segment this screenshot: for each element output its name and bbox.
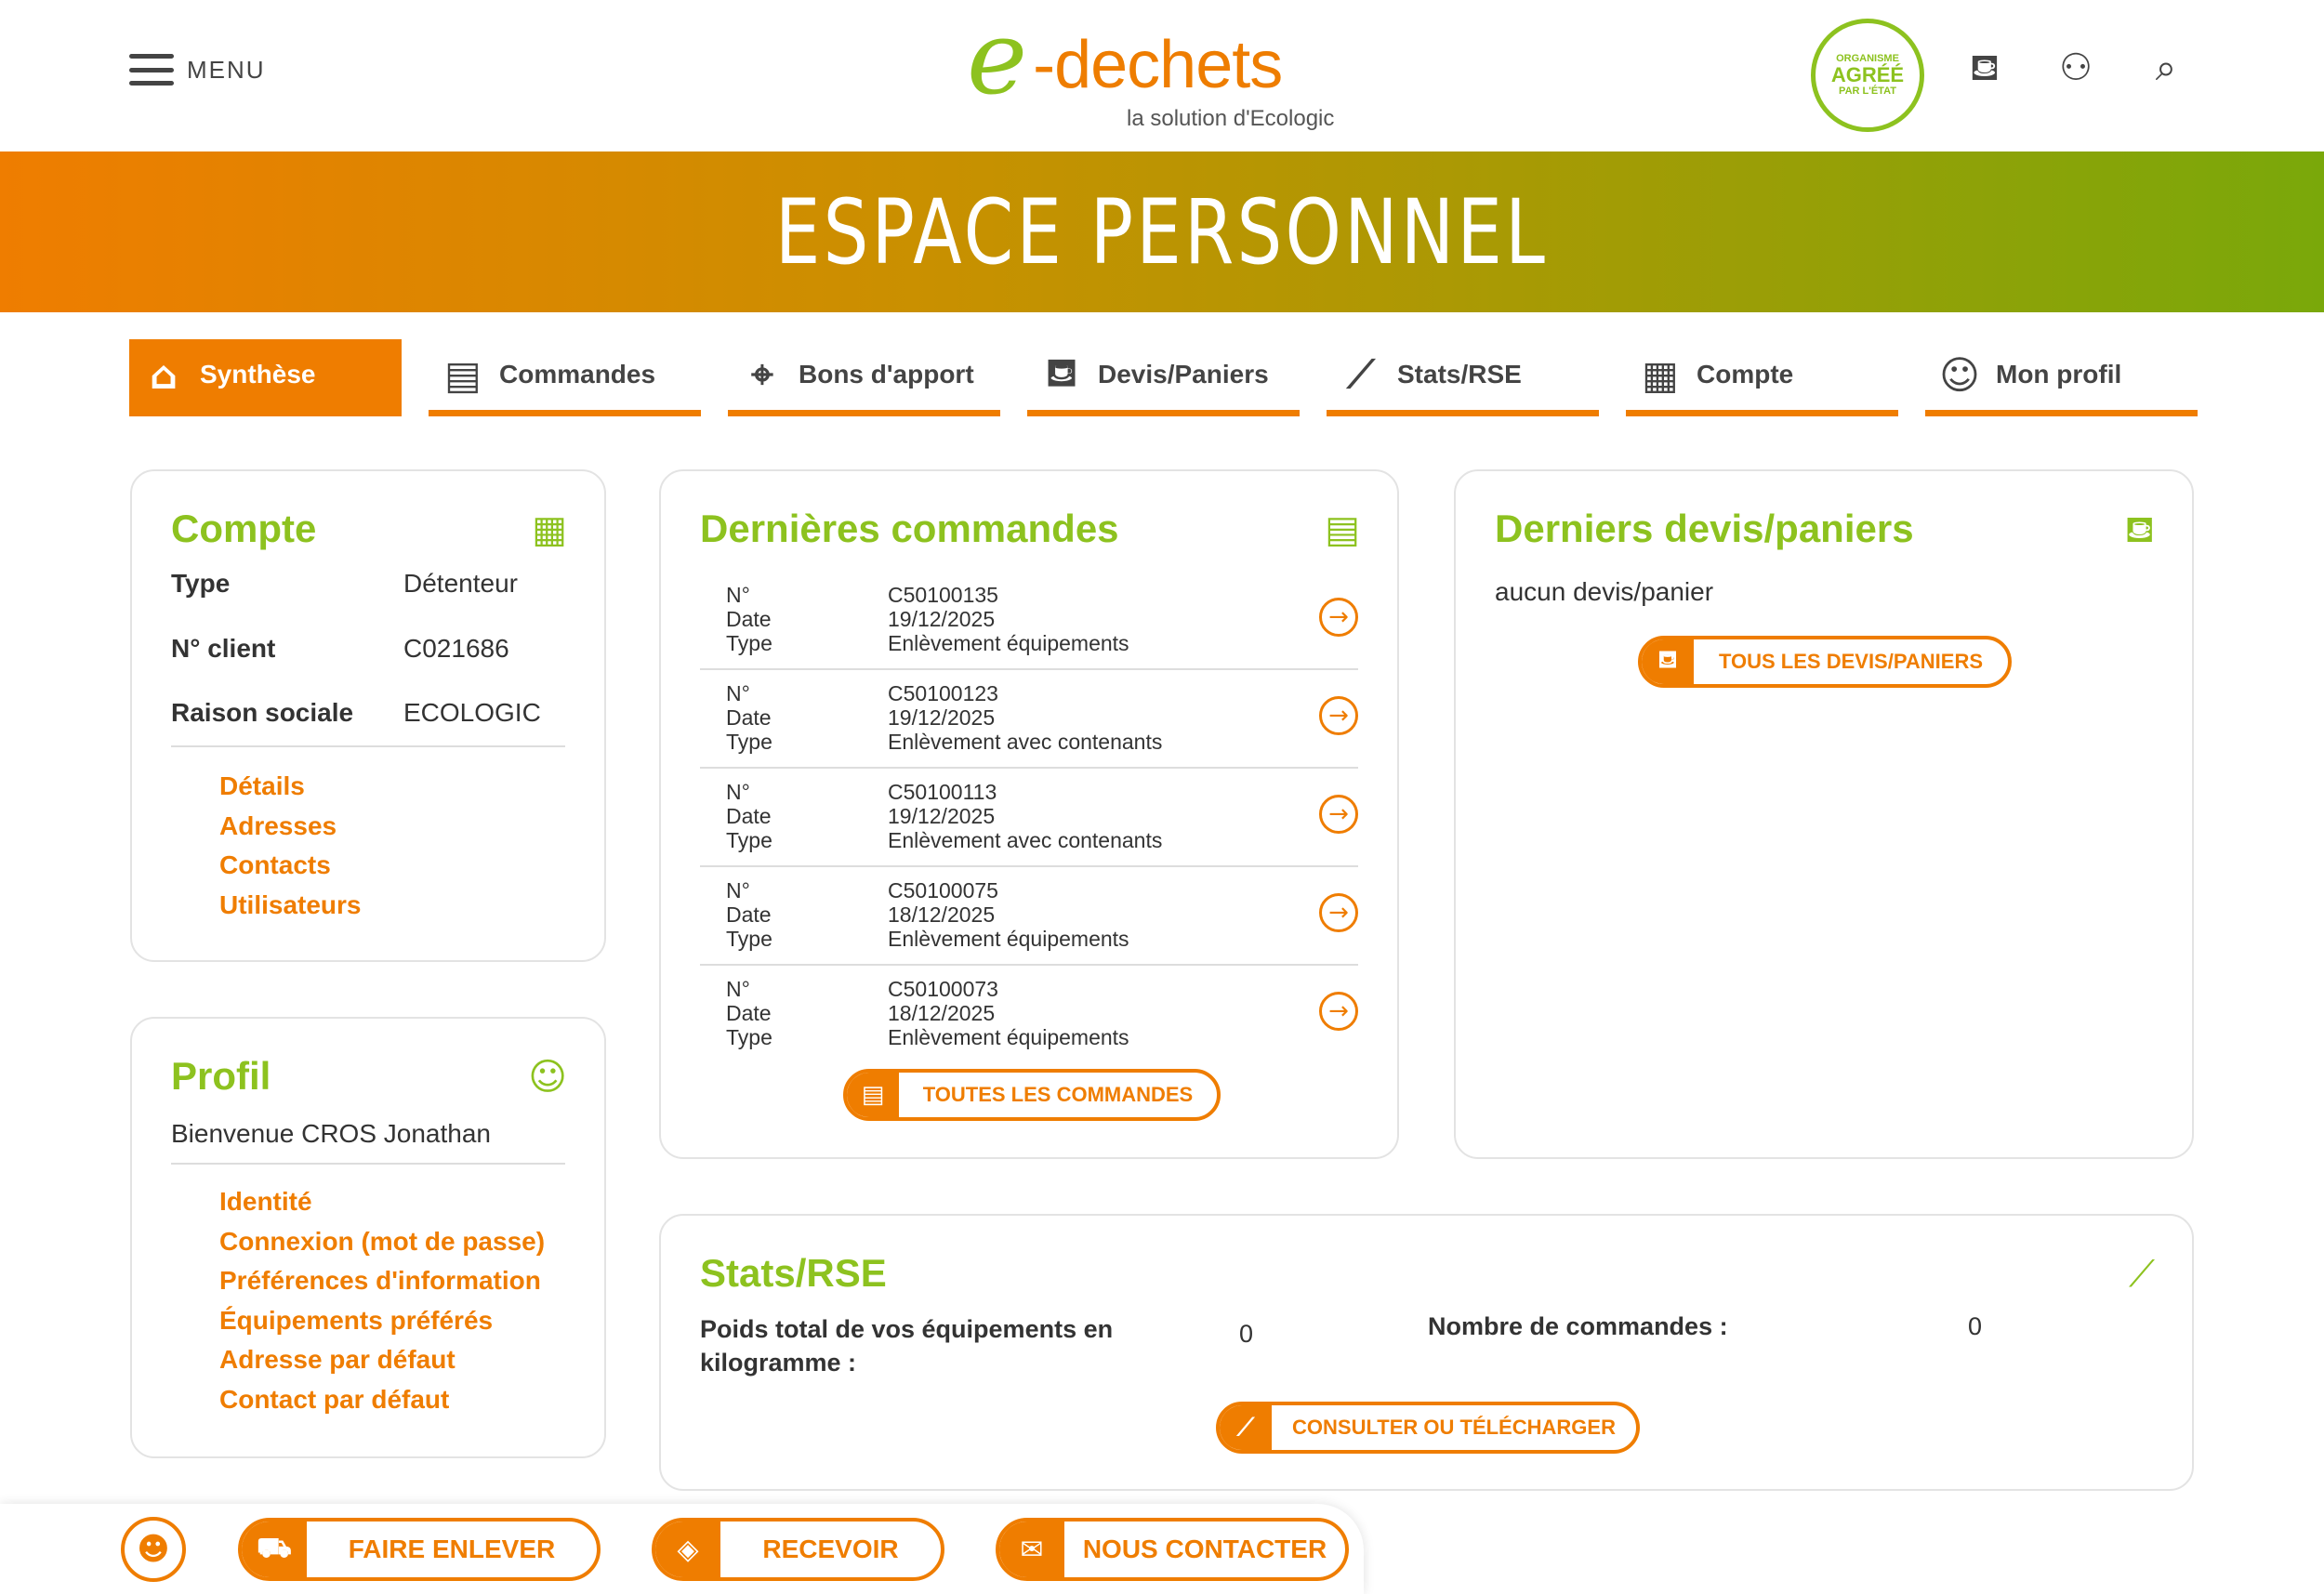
agree-badge xyxy=(1811,19,1924,132)
order-row xyxy=(700,769,1358,867)
bottom-action-bar xyxy=(0,1504,1364,1594)
profile-icon: ☺ xyxy=(528,1056,567,1099)
order-date: 19/12/2025 xyxy=(888,607,996,631)
card-title: Derniers devis/paniers xyxy=(1495,507,1914,550)
order-type: Enlèvement équipements xyxy=(888,1025,1129,1049)
tab-label: Commandes xyxy=(499,360,656,389)
commandes-card xyxy=(659,469,1399,1159)
menu-label: MENU xyxy=(187,55,266,84)
weight-value: 0 xyxy=(1239,1320,1254,1348)
basket-dropdown-icon[interactable]: ⛾ xyxy=(1969,46,2000,89)
row-value: Détenteur xyxy=(403,569,518,598)
receive-button[interactable] xyxy=(652,1518,944,1581)
label-date: Date xyxy=(726,607,772,631)
building-icon: ▦ xyxy=(1642,351,1679,398)
row-key: Type xyxy=(171,569,231,598)
badge-line: AGRÉÉ xyxy=(1830,63,1905,87)
basket-icon: ⛾ xyxy=(1045,349,1078,395)
label-type: Type xyxy=(726,828,772,852)
tab-commandes[interactable] xyxy=(429,339,701,416)
tab-synthese[interactable] xyxy=(129,339,402,416)
order-row xyxy=(700,966,1358,1064)
label-date: Date xyxy=(726,804,772,828)
order-labels xyxy=(726,977,772,1049)
user-dropdown-icon[interactable]: ⚇ xyxy=(2059,46,2093,89)
link-equipements[interactable]: Équipements préférés xyxy=(219,1305,494,1335)
order-date: 19/12/2025 xyxy=(888,705,996,730)
row-key: N° client xyxy=(171,634,276,663)
divider xyxy=(171,745,565,747)
document-icon: ▤ xyxy=(444,351,482,398)
contact-button[interactable] xyxy=(996,1518,1349,1581)
order-labels xyxy=(726,780,772,852)
orders-count-label: Nombre de commandes : xyxy=(1428,1312,1728,1340)
tab-label: Compte xyxy=(1697,360,1794,389)
truck-icon: ⛟ xyxy=(242,1522,307,1577)
label-num: N° xyxy=(726,681,750,705)
order-date: 19/12/2025 xyxy=(888,804,996,828)
empty-text: aucun devis/panier xyxy=(1495,577,1714,606)
arrow-right-icon[interactable]: → xyxy=(1319,598,1358,637)
label-type: Type xyxy=(726,1025,772,1049)
tab-stats-rse[interactable] xyxy=(1327,339,1599,416)
link-adresse-defaut[interactable]: Adresse par défaut xyxy=(219,1345,456,1374)
page-title: ESPACE PERSONNEL xyxy=(775,179,1549,284)
header xyxy=(0,0,2324,151)
order-type: Enlèvement avec contenants xyxy=(888,828,1163,852)
tab-bar xyxy=(129,339,2198,416)
order-number: C50100075 xyxy=(888,878,998,902)
order-type: Enlèvement équipements xyxy=(888,631,1129,655)
button-label: TOUS LES DEVIS/PANIERS xyxy=(1718,650,1984,673)
pickup-button[interactable] xyxy=(238,1518,601,1581)
hamburger-icon xyxy=(129,54,174,86)
order-number: C50100073 xyxy=(888,977,998,1001)
chart-icon: ⟋ xyxy=(1220,1405,1272,1450)
label-date: Date xyxy=(726,705,772,730)
profile-icon: ☺ xyxy=(1939,351,1980,398)
label-num: N° xyxy=(726,583,750,607)
order-type: Enlèvement équipements xyxy=(888,927,1129,951)
location-document-icon: ⌖ xyxy=(751,351,773,397)
row-value: ECOLOGIC xyxy=(403,698,541,727)
all-orders-button[interactable] xyxy=(843,1069,1221,1121)
compte-card xyxy=(130,469,606,962)
order-labels xyxy=(726,681,772,754)
label-type: Type xyxy=(726,927,772,951)
button-label: TOUTES LES COMMANDES xyxy=(922,1083,1194,1106)
order-values xyxy=(888,583,1129,655)
order-row xyxy=(700,867,1358,966)
stats-card xyxy=(659,1214,2194,1491)
menu-button[interactable] xyxy=(129,54,266,86)
order-date: 18/12/2025 xyxy=(888,1001,996,1025)
document-icon: ▤ xyxy=(847,1073,899,1117)
order-labels xyxy=(726,583,772,655)
link-utilisateurs[interactable]: Utilisateurs xyxy=(219,889,362,919)
box-icon: ◈ xyxy=(655,1522,720,1577)
link-adresses[interactable]: Adresses xyxy=(219,810,337,840)
button-label: CONSULTER OU TÉLÉCHARGER xyxy=(1292,1416,1616,1439)
chart-icon: ⟋ xyxy=(2129,1253,2155,1296)
profil-card xyxy=(130,1017,606,1458)
order-number: C50100123 xyxy=(888,681,998,705)
compte-row xyxy=(171,634,509,664)
order-row xyxy=(700,670,1358,769)
compte-row xyxy=(171,569,518,599)
basket-icon: ⛾ xyxy=(1642,639,1694,684)
card-title: Profil xyxy=(171,1054,271,1098)
label-date: Date xyxy=(726,1001,772,1025)
chart-icon: ⟋ xyxy=(1347,351,1375,397)
weight-label: Poids total de vos équipements en kilogramme : xyxy=(700,1315,1114,1377)
label-num: N° xyxy=(726,878,750,902)
welcome-text: Bienvenue CROS Jonathan xyxy=(171,1119,491,1148)
orders-count-value: 0 xyxy=(1968,1312,1983,1340)
tab-compte[interactable] xyxy=(1626,339,1898,416)
mail-icon: ✉ xyxy=(999,1522,1064,1577)
link-details[interactable]: Détails xyxy=(219,771,305,800)
tab-mon-profil[interactable] xyxy=(1925,339,2198,416)
consult-download-button[interactable] xyxy=(1216,1402,1640,1454)
banner xyxy=(0,151,2324,312)
row-value: C021686 xyxy=(403,634,509,663)
home-icon: ⌂ xyxy=(149,351,178,398)
badge-line: PAR L'ÉTAT xyxy=(1839,85,1896,97)
logo-tagline: la solution d'Ecologic xyxy=(1127,106,1335,131)
compte-links xyxy=(219,771,362,921)
arrow-right-icon[interactable]: → xyxy=(1319,795,1358,834)
label-type: Type xyxy=(726,631,772,655)
link-contacts[interactable]: Contacts xyxy=(219,850,331,879)
tab-label: Synthèse xyxy=(200,360,316,389)
order-values xyxy=(888,977,1129,1049)
arrow-right-icon[interactable]: → xyxy=(1319,893,1358,932)
building-icon: ▦ xyxy=(532,508,567,551)
link-contact-defaut[interactable]: Contact par défaut xyxy=(219,1384,450,1414)
compte-row xyxy=(171,698,541,728)
link-connexion[interactable]: Connexion (mot de passe) xyxy=(219,1226,546,1256)
label-num: N° xyxy=(726,977,750,1001)
basket-icon: ⛾ xyxy=(2124,508,2155,551)
order-number: C50100113 xyxy=(888,780,997,804)
button-label: RECEVOIR xyxy=(762,1535,899,1563)
document-icon: ▤ xyxy=(1325,508,1360,551)
order-values xyxy=(888,681,1162,754)
button-label: FAIRE ENLEVER xyxy=(348,1535,556,1563)
arrow-right-icon[interactable]: → xyxy=(1319,992,1358,1031)
tab-devis-paniers[interactable] xyxy=(1027,339,1300,416)
tab-label: Bons d'apport xyxy=(799,360,974,389)
tab-label: Stats/RSE xyxy=(1397,360,1522,389)
profil-links xyxy=(219,1186,545,1416)
logo-e: e xyxy=(967,0,1028,117)
button-label: NOUS CONTACTER xyxy=(1082,1535,1327,1563)
card-title: Stats/RSE xyxy=(700,1251,887,1295)
logo-name: -dechets xyxy=(1033,28,1283,102)
card-title: Dernières commandes xyxy=(700,507,1119,550)
arrow-right-icon[interactable]: → xyxy=(1319,696,1358,735)
order-type: Enlèvement avec contenants xyxy=(888,730,1163,754)
cookie-settings-icon[interactable]: ☻ xyxy=(121,1517,186,1582)
label-num: N° xyxy=(726,780,750,804)
link-preferences[interactable]: Préférences d'information xyxy=(219,1266,541,1295)
tab-label: Mon profil xyxy=(1996,360,2122,389)
order-date: 18/12/2025 xyxy=(888,902,996,927)
link-identite[interactable]: Identité xyxy=(219,1187,312,1216)
order-values xyxy=(888,780,1162,852)
order-labels xyxy=(726,878,772,951)
divider xyxy=(171,1163,565,1165)
search-icon[interactable]: ⌕ xyxy=(2155,46,2177,89)
card-title: Compte xyxy=(171,507,317,550)
row-key: Raison sociale xyxy=(171,698,354,727)
all-quotes-button[interactable] xyxy=(1638,636,2012,688)
tab-bons-apport[interactable] xyxy=(728,339,1000,416)
logo-wordmark xyxy=(967,0,1376,117)
order-values xyxy=(888,878,1129,951)
order-number: C50100135 xyxy=(888,583,998,607)
badge-line: ORGANISME xyxy=(1836,52,1899,64)
order-row xyxy=(700,572,1358,670)
logo[interactable] xyxy=(967,0,1376,134)
label-date: Date xyxy=(726,902,772,927)
label-type: Type xyxy=(726,730,772,754)
tab-label: Devis/Paniers xyxy=(1098,360,1269,389)
devis-card xyxy=(1454,469,2194,1159)
